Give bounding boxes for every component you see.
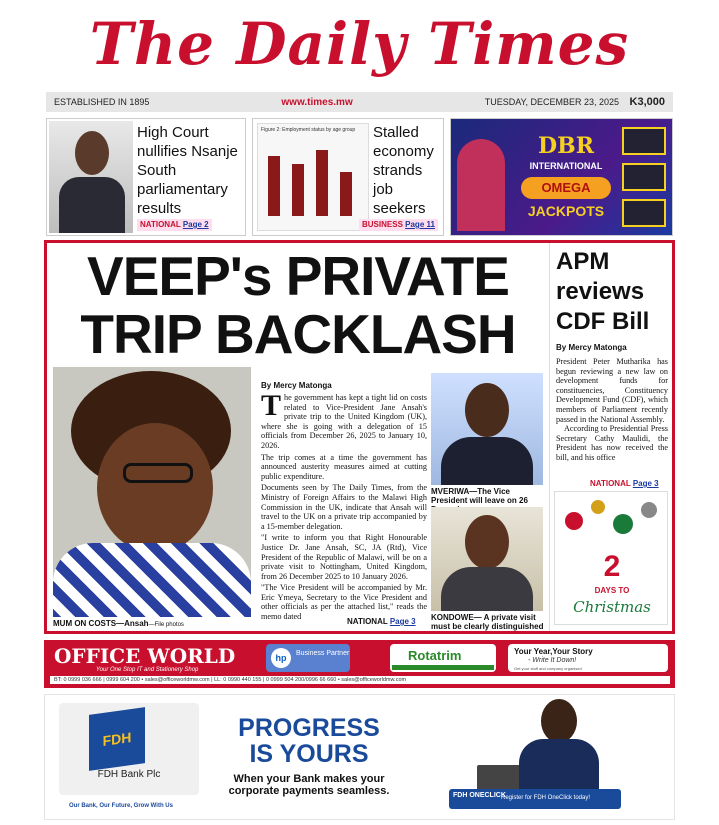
slot-screen: [622, 127, 666, 155]
bauble-icon: [591, 500, 605, 514]
lead-story-box: [44, 240, 675, 634]
page-link[interactable]: Page 3: [389, 617, 416, 626]
paragraph: President Peter Mutharika has begun reviewing a new law on development funds for constituencies, Constituency Development Fund (CDF), which members of Parliament recently passed in the National Assembly.: [556, 357, 668, 424]
office-contacts: BT: 0 0999 036 666 | 0999 604 200 • sales@officeworldmw.com | LL: 0 0990 440 155 | 0 0999 504 200/0996 66 660 • sales@officeworldmw.com: [50, 676, 670, 684]
bauble-icon: [565, 512, 583, 530]
photo-head: [465, 515, 509, 569]
caption-text: MUM ON COSTS—Ansah: [53, 619, 149, 628]
page-link[interactable]: Page 3: [632, 479, 659, 488]
slot-screen: [622, 199, 666, 227]
hp-partner-label: Business Partner: [296, 650, 350, 657]
headline-line-1: VEEP's PRIVATE: [87, 245, 509, 307]
masthead: [40, 0, 679, 88]
kondowe-photo: [431, 507, 543, 611]
teaser-court[interactable]: [46, 118, 246, 236]
photo-body: [59, 177, 125, 233]
lead-body: [261, 389, 427, 624]
days-to-label: DAYS TO: [594, 586, 630, 595]
days-count: 2: [603, 550, 621, 583]
fdh-subtext: When your Bank makes your corporate payments seamless.: [228, 773, 390, 797]
paragraph: "The Vice President will be accompanied by Mr. Eric Ymeya, Secretary to the Vice President and other officials as per the attached list," reads the memo dated: [261, 583, 427, 622]
section-label: NATIONAL: [347, 617, 388, 626]
office-world-ad[interactable]: [44, 640, 675, 688]
omega-badge: OMEGA: [521, 177, 611, 199]
oneclick-logo: FDH ONECLICK: [453, 792, 506, 799]
oneclick-banner[interactable]: [449, 789, 621, 809]
side-headline: APM reviews CDF Bill: [556, 248, 650, 335]
office-world-logo: OFFICE WORLD: [54, 644, 236, 668]
slot-screen: [622, 163, 666, 191]
photo-face: [97, 423, 213, 553]
fdh-model: [515, 699, 605, 799]
section-label: NATIONAL: [140, 220, 181, 229]
teaser-section-tag: [359, 219, 438, 231]
teaser-economy[interactable]: [252, 118, 444, 236]
website-link[interactable]: www.times.mw: [281, 96, 353, 108]
fdh-headline-line-2: IS YOURS: [249, 740, 369, 768]
photo-glasses: [123, 463, 193, 483]
dbr-sub: INTERNATIONAL: [529, 161, 603, 171]
ansah-photo: [53, 367, 251, 617]
christmas-countdown: [554, 491, 668, 625]
photo-body: [441, 437, 533, 485]
fdh-motto: Our Bank, Our Future, Grow With Us: [69, 803, 173, 809]
ad-model: [457, 139, 505, 231]
established-text: ESTABLISHED IN 1895: [54, 97, 150, 107]
lead-story[interactable]: [47, 243, 545, 631]
jackpots-text: JACKPOTS: [527, 203, 605, 219]
oneclick-cta: Register for FDH OneClick today!: [501, 795, 591, 801]
paragraph: "I write to inform you that Right Honourable Justice Dr. Jane Ansah, SC, JA (Rtd), Vice President of the Republic of Malawi, will be on a private visit to Nottingham, United Kingdom, from 26 December 2025 to 10 January 2026.: [261, 533, 427, 581]
office-world-tagline: Your One Stop IT and Stationery Shop: [96, 667, 199, 673]
newspaper-page: [40, 0, 679, 825]
employment-chart-thumbnail: [257, 123, 369, 231]
photo-credit: —File photos: [148, 622, 184, 628]
teaser-photo: [49, 121, 133, 233]
lead-byline: By Mercy Matonga: [261, 381, 332, 390]
side-story[interactable]: [549, 243, 672, 631]
side-continued-tag: [590, 479, 659, 488]
headline-line-2: TRIP BACKLASH: [80, 303, 516, 365]
section-label: BUSINESS: [362, 220, 403, 229]
rotatrim-bar: [392, 665, 494, 670]
fdh-headline-line-1: PROGRESS: [238, 714, 380, 742]
chart-title: Figure 2: Employment status by age group: [261, 127, 356, 133]
christmas-label: Christmas: [573, 598, 651, 616]
lead-headline: [53, 247, 543, 363]
diary-small: Get your stuff and company organised: [514, 666, 582, 671]
issue-price: K3,000: [629, 96, 665, 108]
issue-date-price: [485, 96, 665, 108]
dbr-logo: DBR: [538, 133, 594, 159]
photo-head: [465, 383, 509, 437]
diary-title: Your Year,Your Story: [514, 647, 593, 656]
fdh-headline: [229, 715, 389, 767]
photo-head: [541, 699, 577, 743]
teaser-title: Stalled economy strands job seekers: [373, 124, 434, 217]
diary-sub: - Write It Down!: [528, 657, 577, 664]
teaser-title: High Court nullifies Nsanje South parliamentary results: [137, 124, 238, 217]
fdh-bank-ad[interactable]: [44, 694, 675, 820]
chart-bar: [316, 150, 328, 216]
paragraph-text: he government has kept a tight lid on costs related to Vice-President Jane Ansah's private trip to the United Kingdom (UK), where she is going with a delegation of 15 officials from December 26, 2025 to January 10, 2026.: [261, 393, 427, 450]
page-link[interactable]: Page 11: [405, 220, 435, 229]
photo-head: [75, 131, 109, 175]
teaser-section-tag: [137, 219, 212, 231]
side-body: [556, 357, 668, 463]
kondowe-caption: KONDOWE— A private visit must be clearly distinguished: [431, 613, 544, 631]
newspaper-title: The Daily Times: [89, 10, 630, 78]
paragraph: [261, 389, 427, 451]
paragraph: The trip comes at a time the government has announced austerity measures aimed at cutting public expenditure.: [261, 452, 427, 481]
fdh-logo: FDH: [89, 707, 145, 771]
hp-partner-box: [266, 644, 350, 672]
chart-bar: [292, 164, 304, 216]
bauble-icon: [613, 514, 633, 534]
side-byline: By Mercy Matonga: [556, 343, 627, 352]
rotatrim-logo: Rotatrim: [408, 648, 462, 663]
section-label: NATIONAL: [590, 479, 631, 488]
photo-dress: [53, 543, 251, 617]
chart-bar: [340, 172, 352, 216]
page-link[interactable]: Page 2: [182, 220, 209, 229]
paragraph: According to Presidential Press Secretary Cathy Maulidi, the President has now received the bill, and his office: [556, 424, 668, 462]
teaser-row: [46, 118, 673, 236]
diary-promo-box: [508, 644, 668, 672]
dateline-bar: [46, 92, 673, 112]
fdh-bank-name: FDH Bank Plc: [97, 769, 161, 780]
chart-bar: [268, 156, 280, 216]
issue-date: TUESDAY, DECEMBER 23, 2025: [484, 97, 619, 107]
mveriwa-caption: MVERIWA—The Vice President will leave on 26: [431, 487, 528, 505]
photo-body: [441, 567, 533, 611]
rotatrim-box: [390, 644, 496, 672]
dropcap: T: [261, 389, 282, 422]
ansah-caption: [53, 619, 184, 628]
continued-tag: [347, 617, 416, 626]
hp-logo-icon: hp: [271, 648, 291, 668]
mveriwa-photo: [431, 373, 543, 485]
bauble-icon: [641, 502, 657, 518]
dbr-lottery-ad[interactable]: [450, 118, 673, 236]
paragraph: Documents seen by The Daily Times, from the Ministry of Foreign Affairs to the Malawi High Commission in the UK, indicate that Ansah will travel to the UK on a private trip accompanied by a 15-member delegation.: [261, 483, 427, 531]
